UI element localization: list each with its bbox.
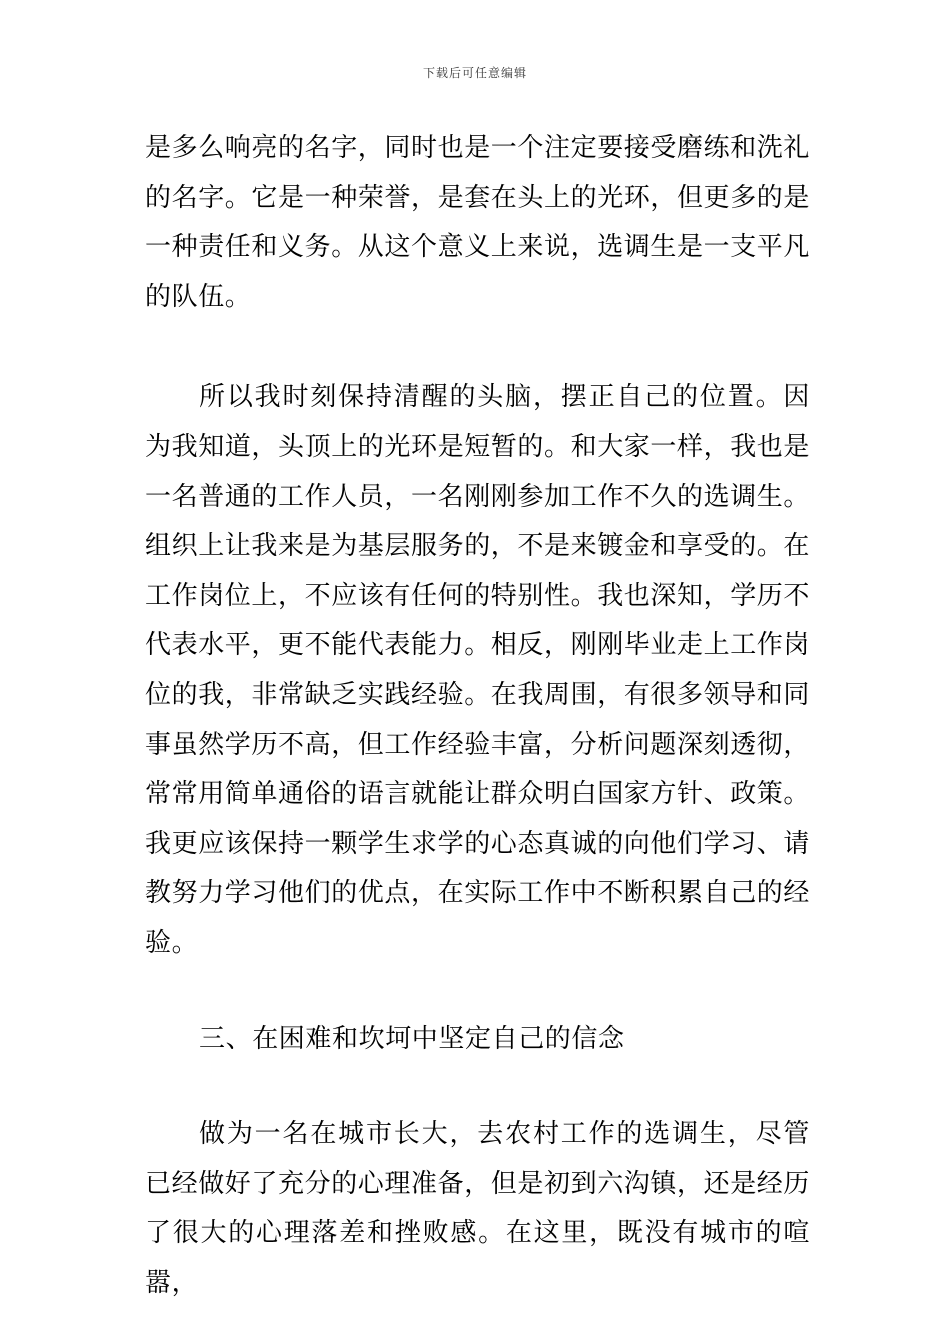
paragraph-1: 是多么响亮的名字，同时也是一个注定要接受磨练和洗礼的名字。它是一种荣誉，是套在头上的光环，但更多的是一种责任和义务。从这个意义上来说，选调生是一支平凡的队伍。 [145, 133, 811, 312]
paragraph-2: 所以我时刻保持清醒的头脑，摆正自己的位置。因为我知道，头顶上的光环是短暂的。和大家一样，我也是一名普通的工作人员，一名刚刚参加工作不久的选调生。组织上让我来是为基层服务的，不是来镀金和享受的。在工作岗位上，不应该有任何的特别性。我也深知，学历不代表水平，更不能代表能力。相反，刚刚毕业走上工作岗位的我，非常缺乏实践经验。在我周围，有很多领导和同事虽然学历不高，但工作经验丰富，分析问题深刻透彻，常常用简单通俗的语言就能让群众明白国家方针、政策。我更应该保持一颗学生求学的心态真诚的向他们学习、请教努力学习他们的优点，在实际工作中不断积累自己的经验。 [145, 382, 811, 958]
page-header: 下载后可任意编辑 [422, 66, 527, 80]
paragraph-3: 做为一名在城市长大，去农村工作的选调生，尽管已经做好了充分的心理准备，但是初到六沟镇，还是经历了很大的心理落差和挫败感。在这里，既没有城市的喧嚣， [145, 1119, 811, 1298]
section-heading: 三、在困难和坎坷中坚定自己的信念 [199, 1023, 625, 1054]
document-body [145, 124, 810, 1308]
